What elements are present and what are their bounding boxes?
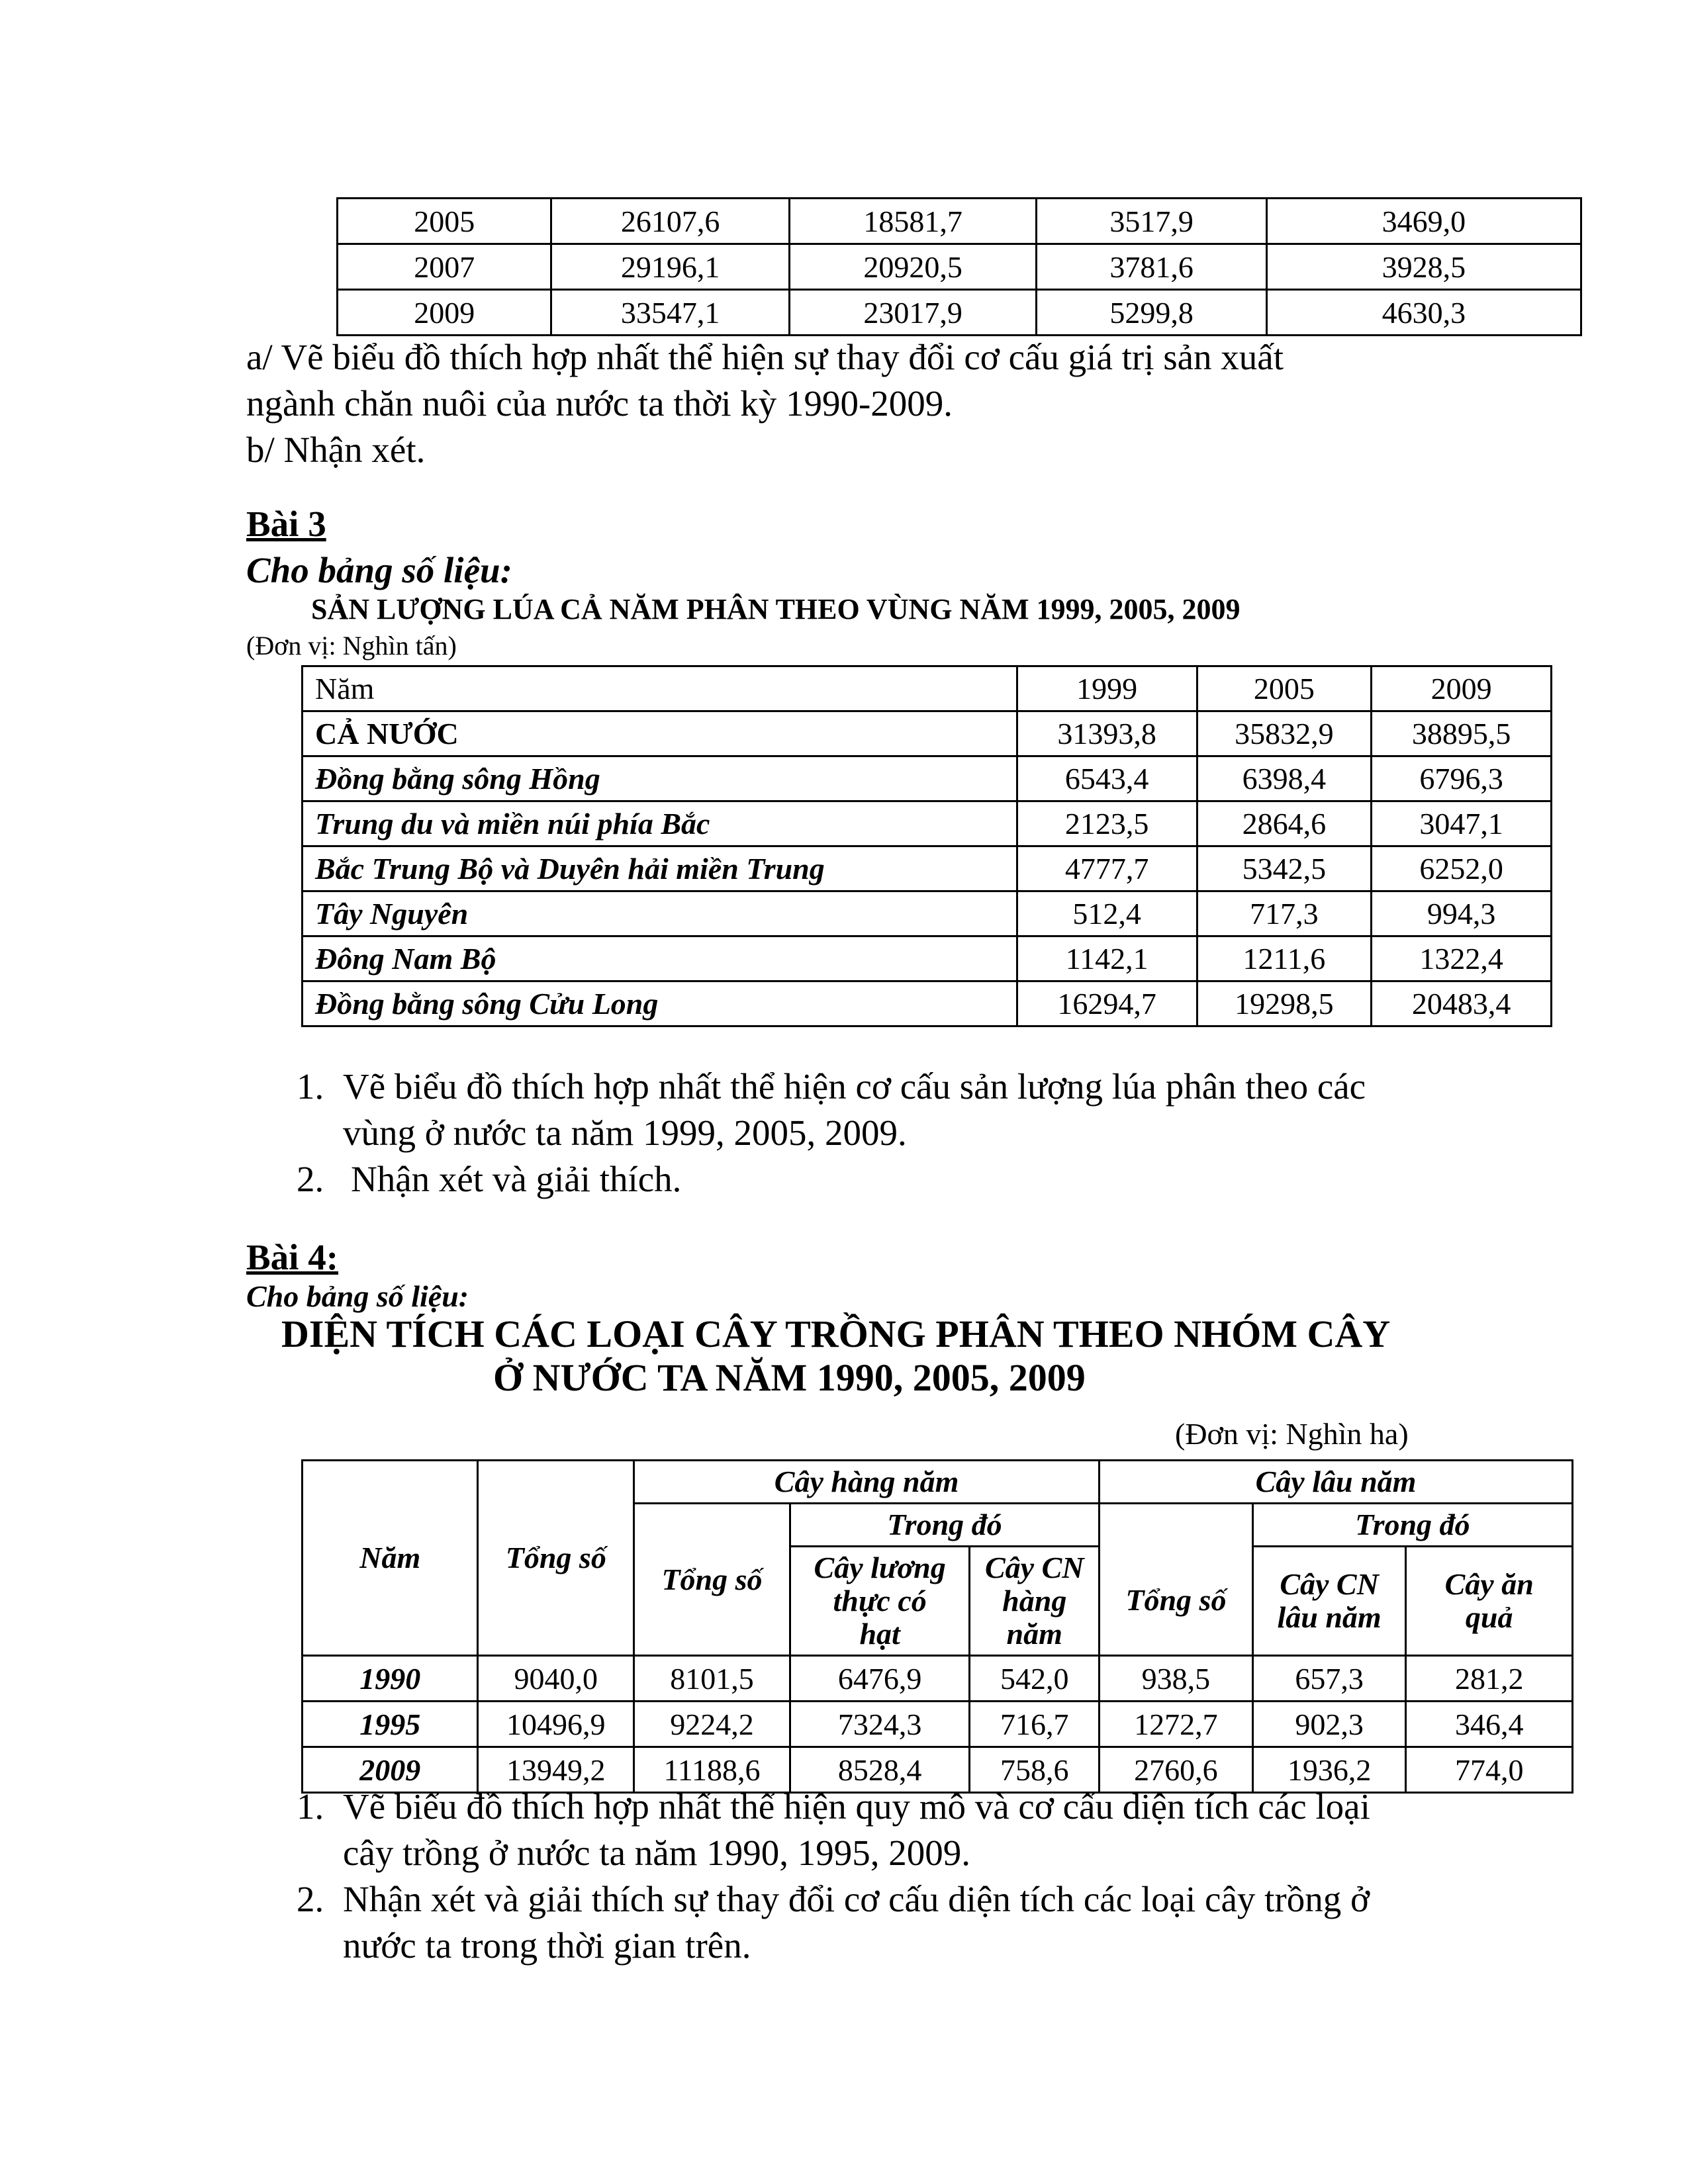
table-cell: 2123,5 [1017, 801, 1197, 846]
table-cell: 33547,1 [551, 290, 789, 336]
table-cell: 6476,9 [790, 1656, 970, 1702]
table-cell: 5299,8 [1037, 290, 1266, 336]
bai3-table-title: SẢN LƯỢNG LÚA CẢ NĂM PHÂN THEO VÙNG NĂM 1999, 2005, 2009 [311, 593, 1241, 625]
table-cell: 4777,7 [1017, 846, 1197, 891]
list-item [297, 1784, 1488, 1876]
header-an-qua [1406, 1547, 1573, 1656]
table-cell: 758,6 [970, 1747, 1100, 1793]
table-cell: 3047,1 [1372, 801, 1552, 846]
table-header-cell: Năm [303, 666, 1017, 711]
table-cell: 23017,9 [789, 290, 1036, 336]
table-cell: 2864,6 [1197, 801, 1372, 846]
table-cell: 938,5 [1100, 1656, 1253, 1702]
table-row [303, 801, 1552, 846]
table-cell: 281,2 [1406, 1656, 1573, 1702]
bai4-heading: Bài 4: [246, 1237, 339, 1277]
rice-output-table [301, 665, 1552, 1027]
table-cell: 2009 [338, 290, 551, 336]
table-cell: 6543,4 [1017, 756, 1197, 801]
list-item-line: Nhận xét và giải thích sự thay đổi cơ cấu diện tích các loại cây trồng ở [343, 1879, 1370, 1919]
bai4-task-list [297, 1784, 1488, 1969]
list-item-line: nước ta trong thời gian trên. [343, 1925, 751, 1966]
table-cell: 6398,4 [1197, 756, 1372, 801]
header-tong-so: Tổng số [478, 1461, 634, 1656]
list-item [297, 1064, 1488, 1156]
table-cell: 8528,4 [790, 1747, 970, 1793]
table-cell: 2009 [303, 1747, 478, 1793]
header-hang-nam-tong-so: Tổng số [634, 1504, 790, 1656]
table-cell: 6252,0 [1372, 846, 1552, 891]
table-cell: 4630,3 [1266, 290, 1581, 336]
table-cell: 1272,7 [1100, 1702, 1253, 1747]
table-row [303, 891, 1552, 936]
table-cell: 1322,4 [1372, 936, 1552, 981]
table-cell: 26107,6 [551, 199, 789, 244]
table-cell: 2007 [338, 244, 551, 290]
list-item [297, 1876, 1488, 1969]
header-cay-hang-nam: Cây hàng năm [634, 1461, 1100, 1504]
table-cell: 716,7 [970, 1702, 1100, 1747]
table-cell: 774,0 [1406, 1747, 1573, 1793]
table-cell: 3928,5 [1266, 244, 1581, 290]
table-cell: 20920,5 [789, 244, 1036, 290]
header-line: Cây ăn [1444, 1567, 1534, 1601]
table-cell: 19298,5 [1197, 981, 1372, 1026]
list-item-line: cây trồng ở nước ta năm 1990, 1995, 2009. [343, 1833, 970, 1873]
header-cn-hang-nam [970, 1547, 1100, 1656]
table-row [303, 756, 1552, 801]
table-cell: 29196,1 [551, 244, 789, 290]
table-cell: Đồng bằng sông Hồng [303, 756, 1017, 801]
table-cell: 18581,7 [789, 199, 1036, 244]
table-cell: 542,0 [970, 1656, 1100, 1702]
table-header-cell: 2009 [1372, 666, 1552, 711]
bai3-subtitle: Cho bảng số liệu: [246, 550, 512, 590]
table-header-cell: 1999 [1017, 666, 1197, 711]
bai3-unit: (Đơn vị: Nghìn tấn) [246, 631, 457, 660]
table-cell: 3517,9 [1037, 199, 1266, 244]
bai4-unit: (Đơn vị: Nghìn ha) [1175, 1417, 1409, 1451]
table-cell: 10496,9 [478, 1702, 634, 1747]
table-cell: 1990 [303, 1656, 478, 1702]
table-cell: 2760,6 [1100, 1747, 1253, 1793]
table-cell: 902,3 [1252, 1702, 1406, 1747]
header-line: quả [1465, 1600, 1513, 1634]
header-lau-nam-tong-so: Tổng số [1100, 1547, 1253, 1656]
list-item-line: Vẽ biểu đồ thích hợp nhất thể hiện quy mô và cơ cấu diện tích các loại [343, 1786, 1370, 1827]
header-trong-do: Trong đó [1252, 1504, 1572, 1547]
table-cell: 6796,3 [1372, 756, 1552, 801]
header-line: Cây CN [984, 1551, 1084, 1584]
table-row [303, 711, 1552, 756]
table-cell: 8101,5 [634, 1656, 790, 1702]
list-item-line: Nhận xét và giải thích. [351, 1159, 682, 1199]
table-cell: 35832,9 [1197, 711, 1372, 756]
table-cell: 1995 [303, 1702, 478, 1747]
header-line: năm [1006, 1617, 1062, 1651]
header-nam: Năm [303, 1461, 478, 1656]
table-cell: 38895,5 [1372, 711, 1552, 756]
table-cell: Đồng bằng sông Cửu Long [303, 981, 1017, 1026]
bai4-title-line2: Ở NƯỚC TA NĂM 1990, 2005, 2009 [493, 1356, 1086, 1399]
table-row [303, 981, 1552, 1026]
table-cell: 9040,0 [478, 1656, 634, 1702]
list-item-line: vùng ở nước ta năm 1999, 2005, 2009. [343, 1113, 907, 1153]
table-cell: 657,3 [1252, 1656, 1406, 1702]
table-cell: 1142,1 [1017, 936, 1197, 981]
crop-area-table [301, 1459, 1573, 1794]
table-row [303, 1656, 1573, 1702]
table-cell: 3781,6 [1037, 244, 1266, 290]
table-cell: Tây Nguyên [303, 891, 1017, 936]
list-number: 2. [297, 1879, 324, 1919]
table-row [303, 936, 1552, 981]
table-cell: 1211,6 [1197, 936, 1372, 981]
table-cell: 512,4 [1017, 891, 1197, 936]
header-empty-cell [1100, 1504, 1253, 1547]
table-row [338, 244, 1581, 290]
list-item-line: Vẽ biểu đồ thích hợp nhất thể hiện cơ cấu sản lượng lúa phân theo các [343, 1066, 1366, 1107]
table-cell: CẢ NƯỚC [303, 711, 1017, 756]
table-cell: 2005 [338, 199, 551, 244]
header-line: hạt [859, 1617, 900, 1651]
table-cell: Trung du và miền núi phía Bắc [303, 801, 1017, 846]
livestock-table-continuation [336, 197, 1582, 336]
table-row [338, 199, 1581, 244]
header-line: Cây CN [1280, 1567, 1379, 1601]
table-cell: 31393,8 [1017, 711, 1197, 756]
bai3-heading: Bài 3 [246, 504, 326, 544]
table-header-row [303, 666, 1552, 711]
table-cell: 20483,4 [1372, 981, 1552, 1026]
table-cell: 5342,5 [1197, 846, 1372, 891]
table-cell: 13949,2 [478, 1747, 634, 1793]
table-cell: 11188,6 [634, 1747, 790, 1793]
table-cell: 717,3 [1197, 891, 1372, 936]
header-trong-do: Trong đó [790, 1504, 1099, 1547]
bai2-question-b: b/ Nhận xét. [246, 430, 426, 470]
bai2-question-a-line2: ngành chăn nuôi của nước ta thời kỳ 1990-2009. [246, 383, 953, 424]
table-cell: 994,3 [1372, 891, 1552, 936]
table-cell: 1936,2 [1252, 1747, 1406, 1793]
table-cell: Bắc Trung Bộ và Duyên hải miền Trung [303, 846, 1017, 891]
bai2-question-a-line1: a/ Vẽ biểu đồ thích hợp nhất thể hiện sự thay đổi cơ cấu giá trị sản xuất [246, 337, 1284, 377]
list-number: 2. [297, 1159, 324, 1199]
table-cell: 16294,7 [1017, 981, 1197, 1026]
header-line: thực có [833, 1584, 927, 1617]
table-row [303, 1702, 1573, 1747]
header-cn-lau-nam [1252, 1547, 1406, 1656]
table-cell: 9224,2 [634, 1702, 790, 1747]
header-line: lâu năm [1277, 1600, 1382, 1634]
header-cay-lau-nam: Cây lâu năm [1100, 1461, 1573, 1504]
table-header-row [303, 1461, 1573, 1504]
table-cell: 346,4 [1406, 1702, 1573, 1747]
table-cell: 7324,3 [790, 1702, 970, 1747]
bai3-task-list [297, 1064, 1488, 1203]
header-line: hàng [1002, 1584, 1067, 1617]
table-row [338, 290, 1581, 336]
list-number: 1. [297, 1066, 324, 1107]
header-line: Cây lương [814, 1551, 946, 1584]
bai4-subtitle: Cho bảng số liệu: [246, 1279, 469, 1313]
table-row [303, 846, 1552, 891]
table-header-cell: 2005 [1197, 666, 1372, 711]
bai4-title-line1: DIỆN TÍCH CÁC LOẠI CÂY TRỒNG PHÂN THEO NHÓM CÂY [281, 1312, 1391, 1355]
list-number: 1. [297, 1786, 324, 1827]
list-item [297, 1156, 1488, 1203]
table-cell: 3469,0 [1266, 199, 1581, 244]
table-cell: Đông Nam Bộ [303, 936, 1017, 981]
header-luong-thuc [790, 1547, 970, 1656]
